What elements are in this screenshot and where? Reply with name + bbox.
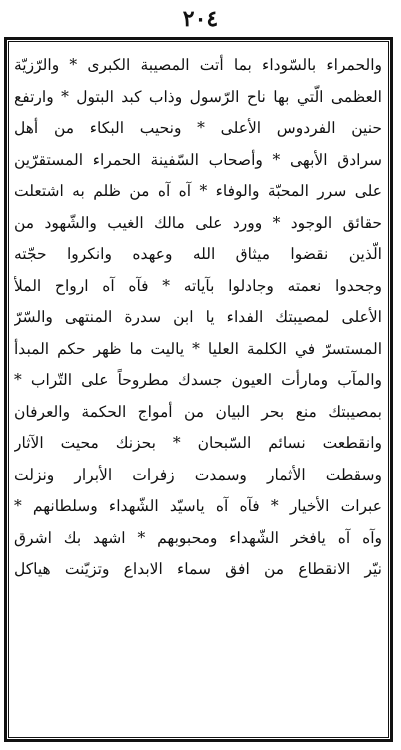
text-line: المستسرّ في الكلمة العليا * ياليت ما ظهر حكم المبدأ (14, 339, 382, 358)
text-line: سرادق الأبهى * وأصحاب السّفينة الحمراء المستقرّين (14, 150, 382, 169)
text-line: حقائق الوجود * وورد على مالك الغيب والشّهود من (14, 213, 382, 232)
text-line: بمصيبتك منع بحر البيان من أمواج الحكمة والعرفان (14, 402, 382, 421)
page-number: ٢٠٤ (182, 6, 219, 32)
text-line: وآه آه يافخر الشّهداء ومحبوبهم * اشهد بك اشرق (14, 528, 382, 547)
text-line: حنين الفردوس الأعلى * ونحيب البكاء من أهل (14, 119, 382, 137)
text-line: والمآب ومارأت العيون جسدك مطروحاً على التّراب * (14, 371, 382, 389)
text-body (14, 50, 382, 586)
text-line: وجحدوا نعمته وجادلوا بآياته * فآه آه ارواح الملأ (14, 276, 382, 295)
text-line: والحمراء بالسّوداء بما أتت المصيبة الكبرى * والرّزيّة (14, 56, 382, 74)
text-line: نيّر الانقطاع من افق سماء الابداع وتزيّنت هياكل (14, 560, 382, 578)
text-line: الّذين نقضوا ميثاق الله وعهده وانكروا حجّته (14, 245, 382, 263)
text-line: على سرر المحبّة والوفاء * آه آه من ظلم به اشتعلت (14, 182, 382, 200)
text-line: الأعلى لمصيبتك الفداء يا ابن سدرة المنتهى والسّرّ (14, 308, 382, 326)
text-line: العظمى الّتي بها ناح الرّسول وذاب كبد البتول * وارتفع (14, 87, 382, 106)
text-line: وانقطعت نسائم السّبحان * بحزنك محيت الآثار (14, 434, 382, 452)
text-line: عبرات الأخيار * فآه آه ياسيّد الشّهداء وسلطانهم * (14, 497, 382, 515)
text-line: وسقطت الأثمار وسمدت زفرات الأبرار ونزلت (14, 465, 382, 484)
